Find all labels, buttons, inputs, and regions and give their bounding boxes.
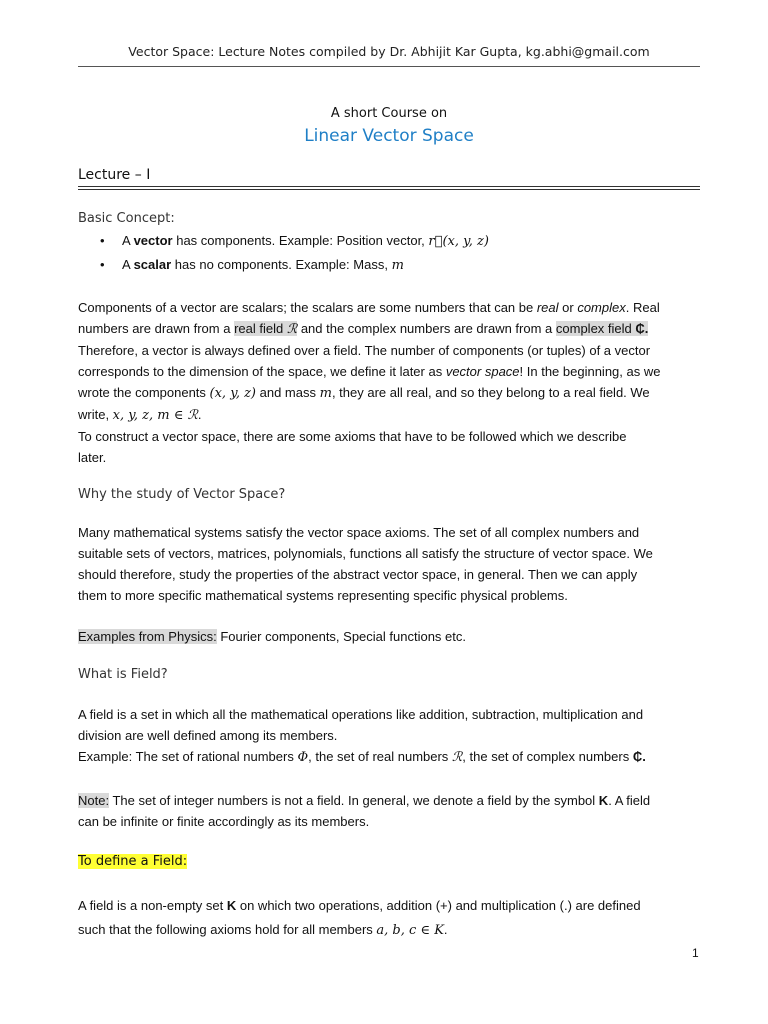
header-divider [78, 66, 700, 67]
lecture-divider [78, 186, 700, 187]
page-number: 1 [692, 946, 699, 960]
lecture-heading: Lecture – I [78, 167, 151, 183]
components-paragraph: Components of a vector are scalars; the scalars are some numbers that can be real or complex. Real numbers are drawn from a real field ℛ and the complex numbers are drawn from a complex field ₵. Therefore, a vector is always defined over a field. The number of components (or tuples) of a vector corresponds to the dimension of the space, we define it later as vector space! In the beginning, as we wrote the components (x, y, z) and mass m, they are all real, and so they belong to a real field. We write, x, y, z, m ∈ ℛ. To construct a vector space, there are some axioms that have to be followed which we describe later. [78, 300, 661, 465]
note-paragraph: Note: The set of integer numbers is not a field. In general, we denote a field by the symbol K. A field can be infinite or finite accordingly as its members. [78, 793, 651, 829]
lecture-divider-second [78, 189, 700, 190]
note-label: Note: [78, 793, 110, 808]
why-study-paragraph: Many mathematical systems satisfy the vector space axioms. The set of all complex numbers and suitable sets of vectors, matrices, polynomials, functions all satisfy the structure of vector space. We should therefore, study the properties of the abstract vector space, in general. Then we can apply them to more specific mathematical systems representing specific physical problems. [78, 525, 653, 603]
running-header: Vector Space: Lecture Notes compiled by Dr. Abhijit Kar Gupta, kg.abhi@gmail.com [128, 44, 650, 59]
what-is-field-heading: What is Field? [78, 667, 168, 682]
define-field-highlight: To define a Field: [78, 854, 188, 869]
define-field-heading [78, 854, 187, 869]
define-field-paragraph: A field is a non-empty set K on which two operations, addition (+) and multiplication (.) are defined such that the following axioms hold for all members a, b, c ∈ K. [78, 898, 641, 938]
examples-line: Examples from Physics: Fourier components, Special functions etc. [78, 629, 466, 644]
example-label: Example: [78, 749, 133, 764]
course-subtitle: A short Course on [330, 106, 448, 121]
basic-concept-list [100, 229, 489, 277]
examples-label: Examples from Physics: [78, 629, 217, 644]
list-item: • A vector has components. Example: Position vector, r⃗(x, y, z) [100, 229, 489, 253]
list-item: • A scalar has no components. Example: Mass, m [100, 253, 489, 277]
bullet-icon: • [100, 257, 105, 272]
field-paragraph: A field is a set in which all the mathematical operations like addition, subtraction, multiplication and division are well defined among its members. Example: The set of rational numbers Φ, the set of real numbers ℛ, the set of complex numbers ₵. [78, 707, 646, 765]
bullet-icon: • [100, 233, 105, 248]
complex-field-highlight: complex field ₵. [555, 321, 649, 336]
course-title: Linear Vector Space [304, 126, 474, 146]
why-study-heading: Why the study of Vector Space? [78, 487, 286, 502]
real-field-highlight: real field ℛ [234, 321, 298, 337]
basic-concept-heading: Basic Concept: [78, 211, 175, 226]
